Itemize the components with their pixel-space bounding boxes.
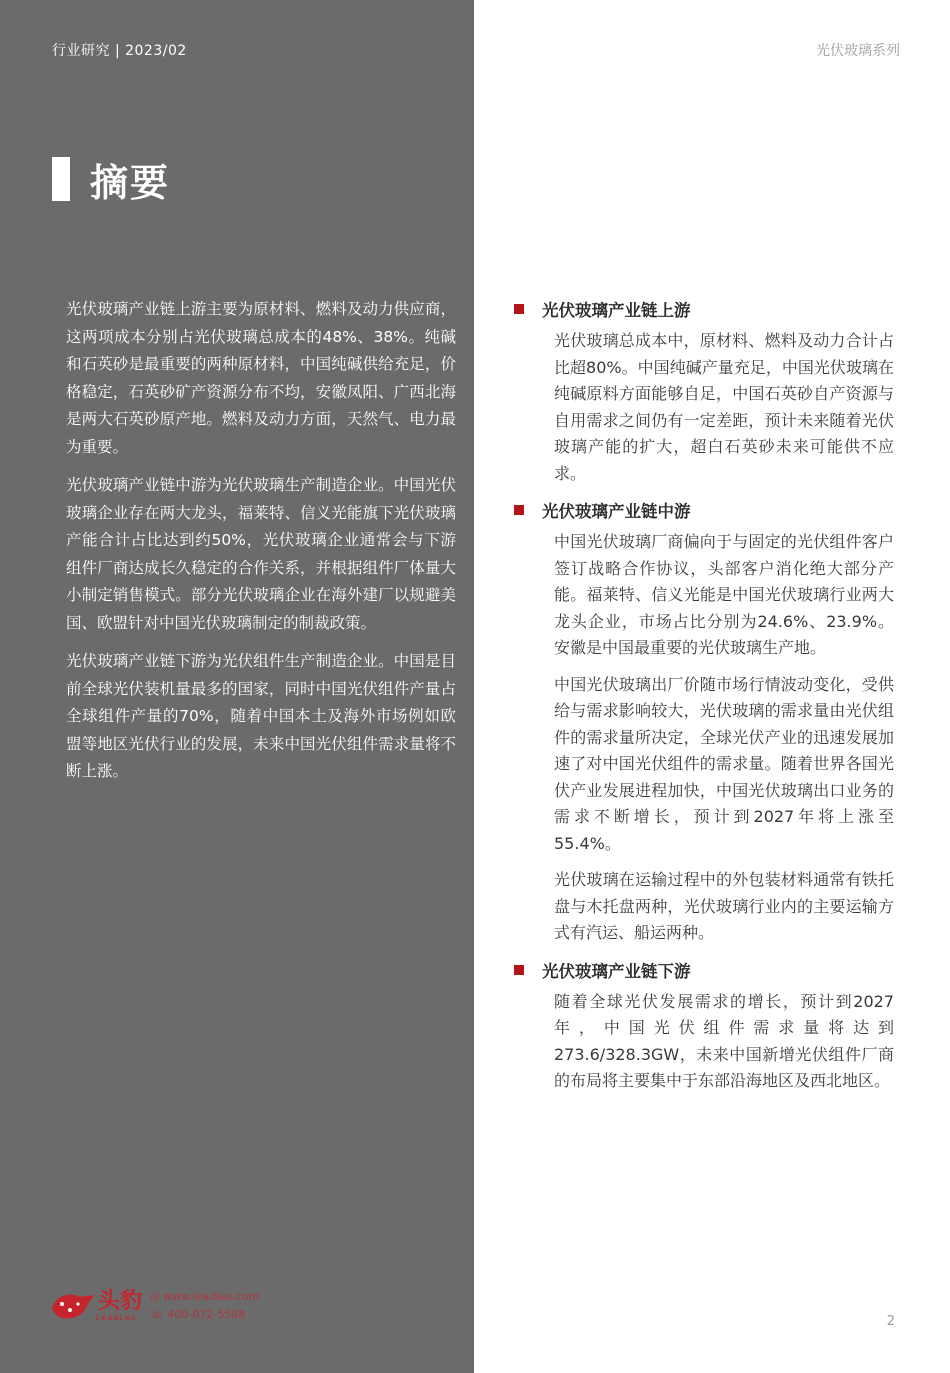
section-title: 光伏玻璃产业链下游 <box>542 961 691 981</box>
section-body <box>554 989 894 1095</box>
phone-icon: ☏ <box>150 1308 168 1321</box>
section-body <box>554 328 894 487</box>
section-heading <box>514 296 894 322</box>
bullet-square-icon <box>514 304 524 314</box>
section-paragraph: 中国光伏玻璃出厂价随市场行情波动变化，受供给与需求影响较大，光伏玻璃的需求量由光伏组件的需求量所决定，全球光伏产业的迅速发展加速了对中国光伏组件的需求量。随着世界各国光伏产业发展进程加快，中国光伏玻璃出口业务的需求不断增长，预计到2027年将上涨至55.4%。 <box>554 674 894 853</box>
summary-paragraph: 光伏玻璃产业链上游主要为原材料、燃料及动力供应商，这两项成本分别占光伏玻璃总成本的48%、38%。纯碱和石英砂是最重要的两种原材料，中国纯碱供给充足，价格稳定，石英砂矿产资源分布不均，安徽凤阳、广西北海是两大石英砂原产地。燃料及动力方面，天然气、电力最为重要。 <box>66 300 456 456</box>
series-name: 光伏玻璃系列 <box>816 43 900 59</box>
section-paragraph: 光伏玻璃在运输过程中的外包装材料通常有铁托盘与木托盘两种，光伏玻璃行业内的主要运输方式有汽运、船运两种。 <box>554 870 894 942</box>
section-upstream <box>514 296 894 487</box>
section-paragraph: 光伏玻璃总成本中，原材料、燃料及动力合计占比超80%。中国纯碱产量充足，中国光伏玻璃在纯碱原料方面能够自足，中国石英砂自产资源与自用需求之间仍有一定差距，预计未来随着光伏玻璃产能的扩大，超白石英砂未来可能供不应求。 <box>554 331 894 483</box>
section-midstream <box>514 497 894 947</box>
title-marker <box>52 157 70 201</box>
section-list <box>514 296 894 1105</box>
phone-number: ☏ 400-072-5588 <box>150 1308 246 1321</box>
brand-logo <box>48 1286 260 1326</box>
section-heading <box>514 957 894 983</box>
summary-paragraph: 光伏玻璃产业链中游为光伏玻璃生产制造企业。中国光伏玻璃企业存在两大龙头，福莱特、信义光能旗下光伏玻璃产能合计占比达到约50%，光伏玻璃企业通常会与下游组件厂商达成长久稳定的合作关系，并根据组件厂体量大小制定销售模式。部分光伏玻璃企业在海外建厂以规避美国、欧盟针对中国光伏玻璃制定的制裁政策。 <box>66 476 456 632</box>
section-paragraph: 随着全球光伏发展需求的增长，预计到2027年，中国光伏组件需求量将达到273.6/328.3GW，未来中国新增光伏组件厂商的布局将主要集中于东部沿海地区及西北地区。 <box>554 991 894 1090</box>
brand-sub: LeadLeo <box>96 1312 137 1322</box>
bullet-square-icon <box>514 965 524 975</box>
globe-icon: ◎ <box>150 1290 164 1303</box>
brand-text <box>96 1288 143 1322</box>
leopard-icon <box>48 1286 96 1326</box>
section-paragraph: 中国光伏玻璃厂商偏向于与固定的光伏组件客户签订战略合作协议，头部客户消化绝大部分产能。福莱特、信义光能是中国光伏玻璃行业两大龙头企业，市场占比分别为24.6%、23.9%。安徽是中国最重要的光伏玻璃生产地。 <box>554 532 894 657</box>
section-downstream <box>514 957 894 1095</box>
section-title: 光伏玻璃产业链上游 <box>542 301 691 320</box>
page-title-text: 摘要 <box>90 160 171 205</box>
section-heading <box>514 497 894 523</box>
brand-name: 头豹 <box>98 1288 143 1314</box>
report-category-date: 行业研究 | 2023/02 <box>52 43 187 59</box>
section-title: 光伏玻璃产业链中游 <box>542 502 691 521</box>
summary-body <box>66 296 456 797</box>
section-body <box>554 529 894 947</box>
summary-paragraph: 光伏玻璃产业链下游为光伏组件生产制造企业。中国是目前全球光伏装机量最多的国家，同时中国光伏组件产量占全球组件产量的70%，随着中国本土及海外市场例如欧盟等地区光伏行业的发展，未来中国光伏组件需求量将不断上涨。 <box>66 652 456 780</box>
bullet-square-icon <box>514 505 524 515</box>
website-link[interactable]: ◎ www.leadleo.com <box>150 1290 260 1303</box>
page-title <box>52 156 171 205</box>
brand-contacts <box>150 1288 259 1324</box>
page-number: 2 <box>886 1314 895 1329</box>
